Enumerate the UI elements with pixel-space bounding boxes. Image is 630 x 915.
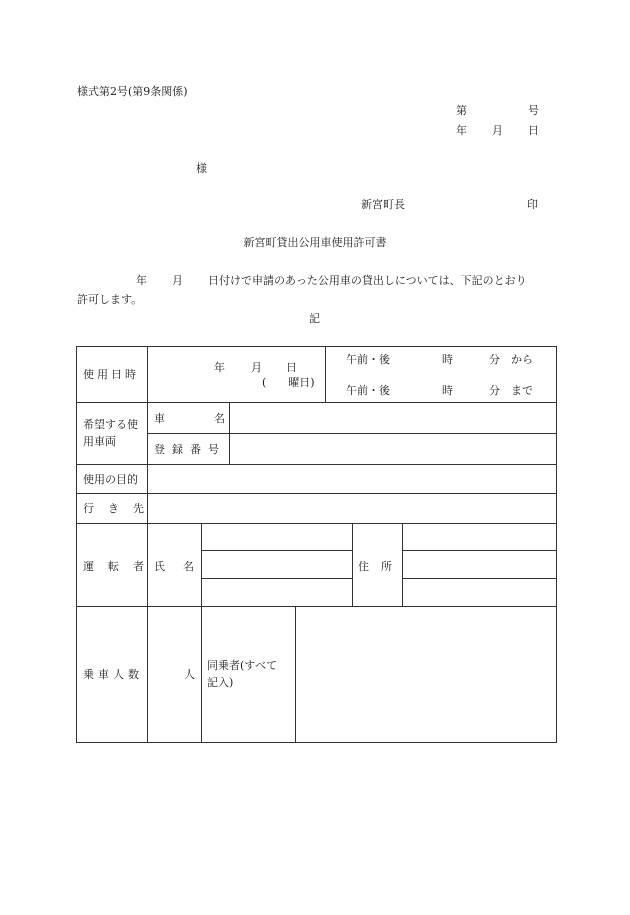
end-until-label: まで [511, 384, 533, 397]
vehicle-label-line2: 用車両 [83, 435, 116, 448]
end-ampm: 午前・後 [346, 384, 390, 397]
body-month-label: 月 [172, 274, 183, 287]
use-date-year: 年 [214, 361, 225, 374]
body-text-line2: 許可します。 [77, 293, 143, 306]
date-month-label: 月 [492, 124, 503, 137]
destination-label: 行き先 [83, 502, 158, 515]
passenger-count-unit: 人 [184, 668, 195, 681]
use-datetime-label: 使用日時 [83, 368, 139, 381]
document-title: 新宮町貸出公用車使用許可書 [243, 236, 387, 249]
addressee-suffix: 様 [196, 162, 207, 175]
date-day-label: 日 [528, 124, 539, 137]
form-number: 様式第2号(第9条関係) [77, 85, 188, 98]
companions-label-line2: 記入) [207, 676, 234, 689]
body-year-label: 年 [136, 274, 147, 287]
issuer-name: 新宮町長 [361, 198, 405, 211]
seal-mark: 印 [527, 198, 538, 211]
end-hour-label: 時 [442, 384, 453, 397]
driver-name-label: 氏名 [154, 560, 212, 573]
purpose-label: 使用の目的 [83, 473, 138, 486]
companions-label-line1: 同乗者(すべて [207, 659, 278, 672]
body-text-line1: 日付けで申請のあった公用車の貸出しについては、下記のとおり [208, 274, 527, 287]
use-date-month: 月 [251, 361, 262, 374]
use-date-weekday: ( 曜日) [262, 376, 315, 389]
doc-number-suffix: 号 [528, 104, 539, 117]
car-name-label-a: 車 [154, 412, 165, 425]
date-year-label: 年 [456, 124, 467, 137]
start-hour-label: 時 [442, 353, 453, 366]
registration-number-label: 登録番号 [154, 443, 226, 456]
use-date-day: 日 [286, 361, 297, 374]
start-minute-label: 分 [489, 353, 500, 366]
start-ampm: 午前・後 [346, 353, 390, 366]
end-minute-label: 分 [489, 384, 500, 397]
vehicle-label-line1: 希望する使 [83, 418, 138, 431]
driver-address-label: 住所 [358, 560, 404, 573]
driver-label: 運転者 [83, 560, 158, 573]
doc-number-prefix: 第 [456, 104, 467, 117]
passengers-label: 乗車人数 [83, 668, 143, 681]
car-name-label-b: 名 [214, 412, 225, 425]
start-from-label: から [511, 353, 533, 366]
ki-mark: 記 [309, 312, 320, 325]
